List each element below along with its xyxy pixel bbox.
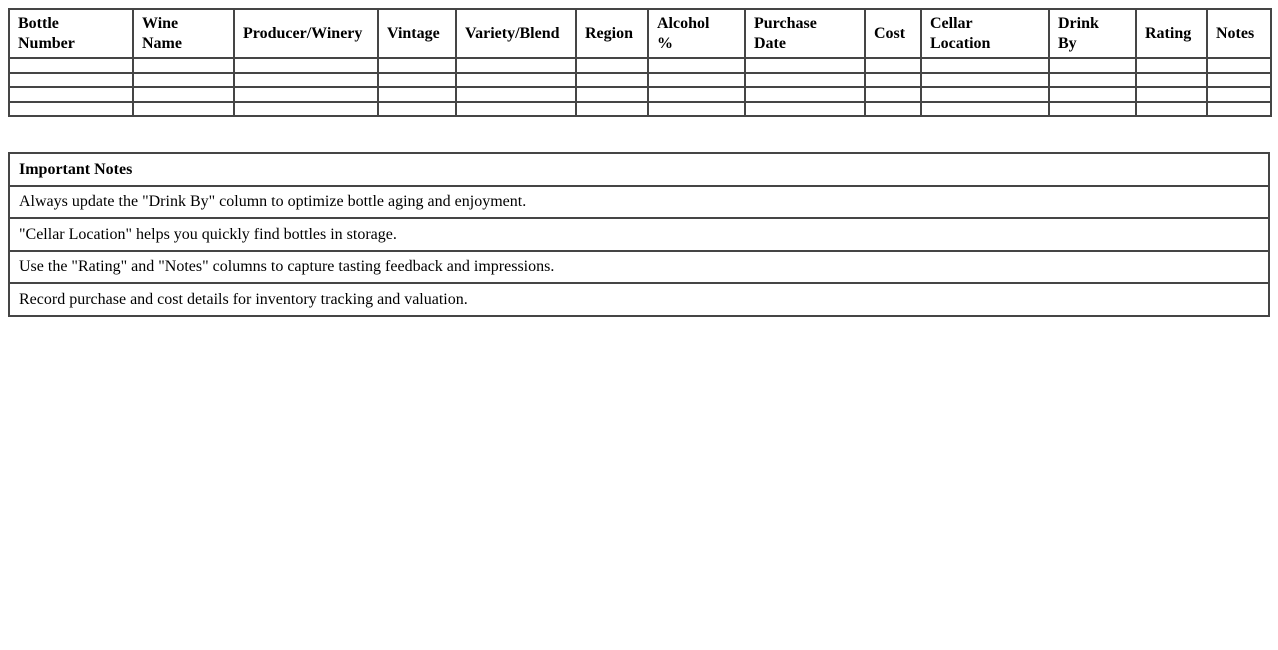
empty-cell bbox=[1136, 87, 1207, 102]
empty-cell bbox=[921, 87, 1049, 102]
empty-cell bbox=[133, 58, 234, 73]
empty-cell bbox=[1207, 58, 1271, 73]
note-row bbox=[9, 218, 1269, 251]
column-header-purchase-date: Purchase Date bbox=[745, 9, 865, 58]
empty-cell bbox=[133, 87, 234, 102]
empty-cell bbox=[378, 87, 456, 102]
important-notes-table bbox=[8, 152, 1270, 317]
empty-cell bbox=[745, 87, 865, 102]
empty-cell bbox=[576, 87, 648, 102]
empty-cell bbox=[648, 102, 745, 117]
empty-cell bbox=[865, 87, 921, 102]
empty-cell bbox=[1207, 87, 1271, 102]
notes-title-row bbox=[9, 153, 1269, 186]
document-page bbox=[0, 8, 1278, 650]
empty-cell bbox=[921, 73, 1049, 88]
note-item: Record purchase and cost details for inventory tracking and valuation. bbox=[9, 283, 1269, 316]
empty-cell bbox=[234, 102, 378, 117]
wine-inventory-table bbox=[8, 8, 1272, 117]
note-row bbox=[9, 283, 1269, 316]
empty-cell bbox=[576, 58, 648, 73]
empty-cell bbox=[921, 58, 1049, 73]
column-header-drink-by: Drink By bbox=[1049, 9, 1136, 58]
empty-cell bbox=[378, 73, 456, 88]
inventory-empty-row bbox=[9, 73, 1271, 88]
empty-cell bbox=[1049, 102, 1136, 117]
empty-cell bbox=[234, 58, 378, 73]
empty-cell bbox=[378, 58, 456, 73]
empty-cell bbox=[1049, 73, 1136, 88]
empty-cell bbox=[745, 102, 865, 117]
notes-title: Important Notes bbox=[9, 153, 1269, 186]
empty-cell bbox=[378, 102, 456, 117]
empty-cell bbox=[1136, 58, 1207, 73]
empty-cell bbox=[234, 87, 378, 102]
empty-cell bbox=[576, 102, 648, 117]
empty-cell bbox=[1207, 102, 1271, 117]
column-header-region: Region bbox=[576, 9, 648, 58]
inventory-empty-row bbox=[9, 102, 1271, 117]
empty-cell bbox=[9, 102, 133, 117]
note-row bbox=[9, 186, 1269, 219]
empty-cell bbox=[921, 102, 1049, 117]
inventory-empty-row bbox=[9, 58, 1271, 73]
empty-cell bbox=[456, 87, 576, 102]
empty-cell bbox=[133, 102, 234, 117]
empty-cell bbox=[456, 58, 576, 73]
column-header-vintage: Vintage bbox=[378, 9, 456, 58]
empty-cell bbox=[456, 102, 576, 117]
column-header-notes: Notes bbox=[1207, 9, 1271, 58]
empty-cell bbox=[9, 87, 133, 102]
empty-cell bbox=[865, 73, 921, 88]
column-header-cellar-location: Cellar Location bbox=[921, 9, 1049, 58]
empty-cell bbox=[1049, 58, 1136, 73]
column-header-alcohol-percent: Alcohol % bbox=[648, 9, 745, 58]
column-header-producer-winery: Producer/Winery bbox=[234, 9, 378, 58]
column-header-variety-blend: Variety/Blend bbox=[456, 9, 576, 58]
note-item: Use the "Rating" and "Notes" columns to capture tasting feedback and impressions. bbox=[9, 251, 1269, 284]
empty-cell bbox=[1136, 102, 1207, 117]
empty-cell bbox=[9, 73, 133, 88]
note-item: Always update the "Drink By" column to optimize bottle aging and enjoyment. bbox=[9, 186, 1269, 219]
empty-cell bbox=[648, 87, 745, 102]
empty-cell bbox=[1207, 73, 1271, 88]
empty-cell bbox=[865, 102, 921, 117]
empty-cell bbox=[133, 73, 234, 88]
empty-cell bbox=[456, 73, 576, 88]
empty-cell bbox=[745, 58, 865, 73]
column-header-cost: Cost bbox=[865, 9, 921, 58]
empty-cell bbox=[576, 73, 648, 88]
empty-cell bbox=[865, 58, 921, 73]
column-header-rating: Rating bbox=[1136, 9, 1207, 58]
inventory-header-row bbox=[9, 9, 1271, 58]
empty-cell bbox=[745, 73, 865, 88]
empty-cell bbox=[648, 73, 745, 88]
empty-cell bbox=[234, 73, 378, 88]
empty-cell bbox=[648, 58, 745, 73]
column-header-bottle-number: Bottle Number bbox=[9, 9, 133, 58]
column-header-wine-name: Wine Name bbox=[133, 9, 234, 58]
empty-cell bbox=[1049, 87, 1136, 102]
empty-cell bbox=[1136, 73, 1207, 88]
note-item: "Cellar Location" helps you quickly find bottles in storage. bbox=[9, 218, 1269, 251]
empty-cell bbox=[9, 58, 133, 73]
note-row bbox=[9, 251, 1269, 284]
inventory-empty-row bbox=[9, 87, 1271, 102]
